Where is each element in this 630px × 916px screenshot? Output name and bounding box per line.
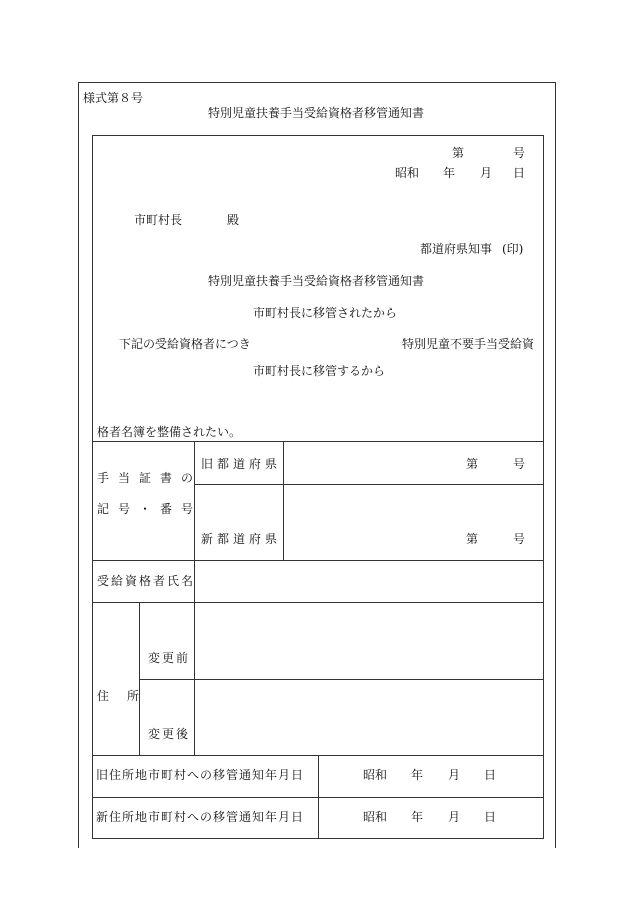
table-line: [283, 441, 284, 560]
table-line: [92, 602, 544, 603]
body-line-lower: 市町村長に移管するから: [253, 364, 386, 378]
new-pref-go: 号: [513, 532, 526, 546]
header-day: 日: [513, 166, 526, 180]
old-notice-label: 旧住所地市町村への移管通知年月日: [96, 768, 305, 782]
form-title: 特別児童扶養手当受給資格者移管通知書: [208, 106, 425, 120]
body-line-right: 特別児童不要手当受給資: [402, 337, 535, 351]
old-notice-month: 月: [448, 768, 461, 782]
table-line: [318, 755, 319, 839]
old-pref-go: 号: [513, 457, 526, 471]
body-title: 特別児童扶養手当受給資格者移管通知書: [208, 274, 425, 288]
address-after-label: 変更後: [148, 727, 191, 741]
old-pref-label: 旧都道府県: [201, 457, 282, 471]
form-number: 様式第８号: [83, 91, 144, 105]
body-line-upper: 市町村長に移管されたから: [253, 306, 398, 320]
new-notice-era: 昭和: [363, 810, 388, 824]
header-era: 昭和: [395, 166, 420, 180]
table-line: [92, 441, 544, 442]
old-notice-era: 昭和: [363, 768, 388, 782]
seal-mark: (印): [502, 242, 524, 256]
header-year: 年: [443, 166, 456, 180]
body-line-left: 下記の受給資格者につき: [119, 337, 251, 351]
address-label: 住 所: [97, 689, 143, 703]
table-line: [92, 560, 544, 561]
new-notice-year: 年: [411, 810, 424, 824]
name-label: 受給資格者氏名: [97, 574, 196, 588]
new-pref-dai: 第: [466, 532, 479, 546]
body-closing: 格者名簿を整備されたい。: [97, 425, 242, 439]
table-line: [194, 602, 195, 755]
cert-label-line2: 記号・番号: [97, 502, 203, 516]
cert-label-line1: 手当証書の: [97, 471, 203, 485]
old-pref-dai: 第: [466, 457, 479, 471]
new-notice-day: 日: [484, 810, 497, 824]
old-notice-year: 年: [411, 768, 424, 782]
addressee-dono: 殿: [227, 213, 240, 227]
table-line: [139, 602, 140, 755]
header-month: 月: [480, 166, 493, 180]
old-notice-day: 日: [484, 768, 497, 782]
sender-label: 都道府県知事: [420, 242, 493, 256]
addressee-label: 市町村長: [134, 213, 183, 227]
new-pref-label: 新都道府県: [201, 532, 282, 546]
header-go: 号: [513, 146, 526, 160]
table-line: [139, 679, 544, 680]
table-line: [194, 484, 544, 485]
header-dai: 第: [452, 146, 465, 160]
address-before-label: 変更前: [148, 651, 191, 665]
new-notice-month: 月: [448, 810, 461, 824]
new-notice-label: 新住所地市町村への移管通知年月日: [96, 810, 305, 824]
